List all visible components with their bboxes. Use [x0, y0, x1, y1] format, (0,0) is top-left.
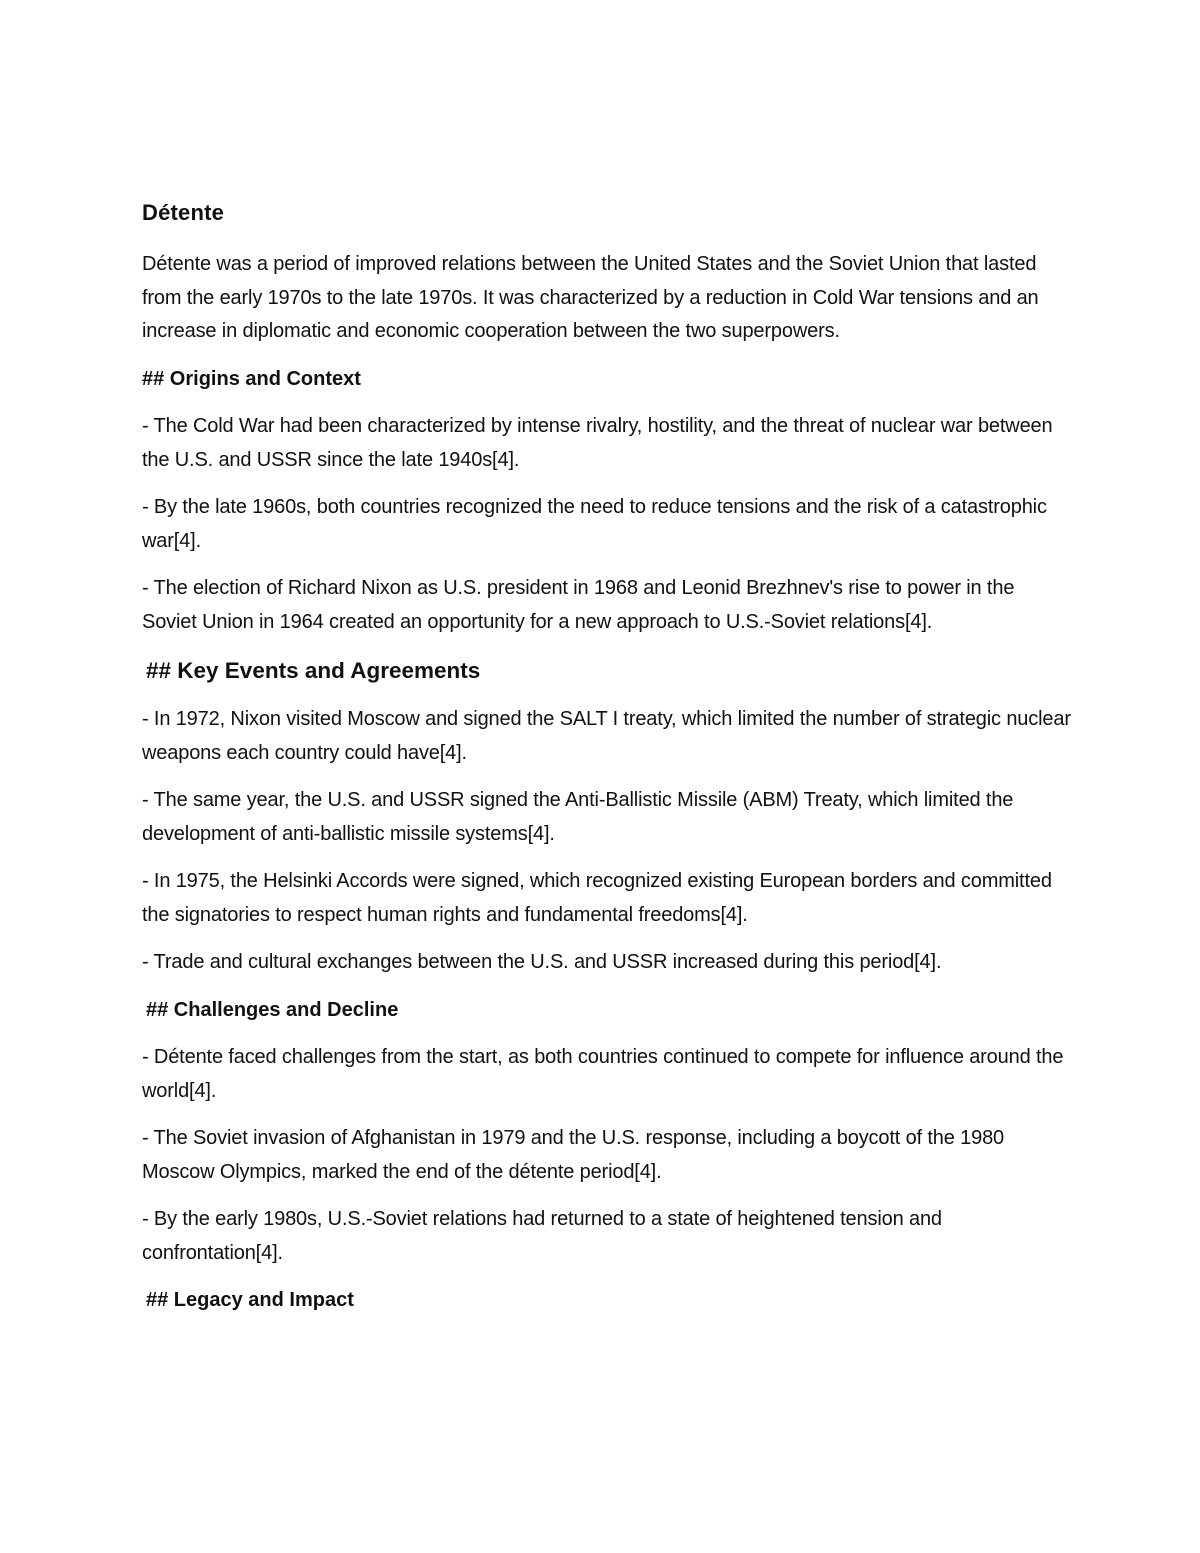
section-heading-challenges: ## Challenges and Decline	[146, 998, 399, 1021]
section-heading-legacy: ## Legacy and Impact	[146, 1289, 354, 1311]
document-title: Détente	[142, 200, 225, 225]
intro-paragraph: Détente was a period of improved relations between the United States and the Soviet Union that lasted from the early 1970s to the late 1970s. It was characterized by a reduction in Cold War tensions and an increase in diplomatic and economic cooperation between the two superpowers.	[142, 253, 1039, 342]
bullet-paragraph: - In 1975, the Helsinki Accords were signed, which recognized existing European borders and committed the signatories to respect human rights and fundamental freedoms[4].	[142, 870, 1052, 926]
bullet-paragraph: - The same year, the U.S. and USSR signed the Anti-Ballistic Missile (ABM) Treaty, which limited the development of anti-ballistic missile systems[4].	[142, 789, 1014, 845]
section-heading-key-events: ## Key Events and Agreements	[146, 658, 481, 683]
bullet-paragraph: - The Soviet invasion of Afghanistan in 1979 and the U.S. response, including a boycott of the 1980 Moscow Olympics, marked the end of the détente period[4].	[142, 1127, 1005, 1183]
bullet-paragraph: - The election of Richard Nixon as U.S. president in 1968 and Leonid Brezhnev's rise to power in the Soviet Union in 1964 created an opportunity for a new approach to U.S.-Soviet relations[4].	[142, 577, 1015, 633]
bullet-paragraph: - The Cold War had been characterized by intense rivalry, hostility, and the threat of nuclear war between the U.S. and USSR since the late 1940s[4].	[142, 415, 1053, 471]
bullet-paragraph: - By the early 1980s, U.S.-Soviet relations had returned to a state of heightened tension and confrontation[4].	[142, 1208, 942, 1264]
section-heading-origins: ## Origins and Context	[142, 367, 361, 390]
bullet-paragraph: - In 1972, Nixon visited Moscow and signed the SALT I treaty, which limited the number of strategic nuclear weapons each country could have[4].	[142, 708, 1071, 764]
bullet-paragraph: - Trade and cultural exchanges between the U.S. and USSR increased during this period[4].	[142, 951, 942, 973]
document-page	[142, 196, 1072, 1332]
bullet-paragraph: - Détente faced challenges from the start, as both countries continued to compete for influence around the world[4].	[142, 1046, 1064, 1102]
bullet-paragraph: - By the late 1960s, both countries recognized the need to reduce tensions and the risk of a catastrophic war[4].	[142, 496, 1047, 552]
